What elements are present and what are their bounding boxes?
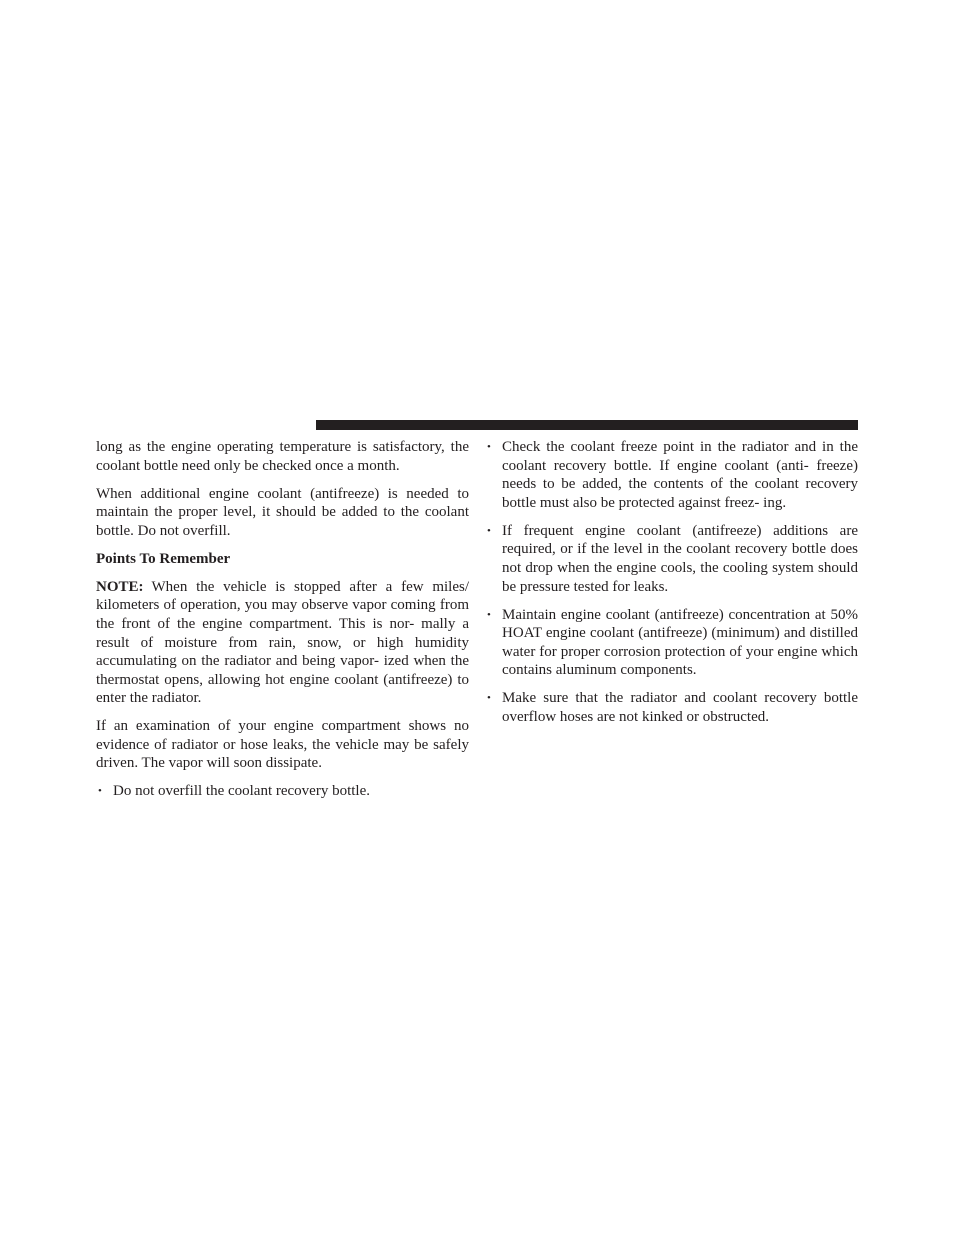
left-column xyxy=(96,438,469,810)
list-item-text: Make sure that the radiator and coolant recovery bottle overflow hoses are not kinked or obstructed. xyxy=(502,690,858,725)
bullet-icon: • xyxy=(487,692,491,705)
paragraph-vapor: If an examination of your engine compartment shows no evidence of radiator or hose leaks, the vehicle may be safely driven. The vapor will soon dissipate. xyxy=(96,718,469,772)
right-bullet-list xyxy=(485,438,858,726)
list-item xyxy=(485,606,858,680)
list-item-text: If frequent engine coolant (antifreeze) additions are required, or if the level in the coolant recovery bottle does not drop when the engine cools, the cooling system should be pressure tested for leaks. xyxy=(502,522,858,595)
list-item xyxy=(485,438,858,512)
header-rule xyxy=(316,420,858,430)
list-item-text: Check the coolant freeze point in the radiator and in the coolant recovery bottle. If engine coolant (anti- freeze) needs to be added, the contents of the coolant recovery bottle must also be protected against freez- ing. xyxy=(502,439,858,511)
left-bullet-list xyxy=(96,782,469,801)
right-column xyxy=(485,438,858,736)
list-item xyxy=(96,782,469,801)
list-item-text: Do not overfill the coolant recovery bottle. xyxy=(113,783,370,800)
paragraph-monthly-check: long as the engine operating temperature is satisfactory, the coolant bottle need only be checked once a month. xyxy=(96,439,469,474)
bullet-icon: • xyxy=(487,524,491,537)
list-item xyxy=(485,689,858,726)
note-paragraph xyxy=(96,578,469,708)
list-item xyxy=(485,522,858,596)
bullet-icon: • xyxy=(98,785,102,798)
note-label: NOTE: xyxy=(96,578,144,595)
list-item-text: Maintain engine coolant (antifreeze) concentration at 50% HOAT engine coolant (antifreeze) (minimum) and distilled water for proper corrosion protection of your engine which contains aluminum components. xyxy=(502,606,858,679)
bullet-icon: • xyxy=(487,441,491,453)
bullet-icon: • xyxy=(487,608,491,621)
paragraph-add-coolant: When additional engine coolant (antifreeze) is needed to maintain the proper level, it should be added to the coolant bottle. Do not overfill. xyxy=(96,485,469,539)
section-heading: Points To Remember xyxy=(96,550,231,567)
note-text: When the vehicle is stopped after a few miles/ kilometers of operation, you may observe vapor coming from the front of the engine compartment. This is nor- mally a result of moisture from rain, snow, or high humidity accumulating on the radiator and being vapor- ized when the thermostat opens, allowing hot engine coolant (antifreeze) to enter the radiator. xyxy=(96,578,469,707)
